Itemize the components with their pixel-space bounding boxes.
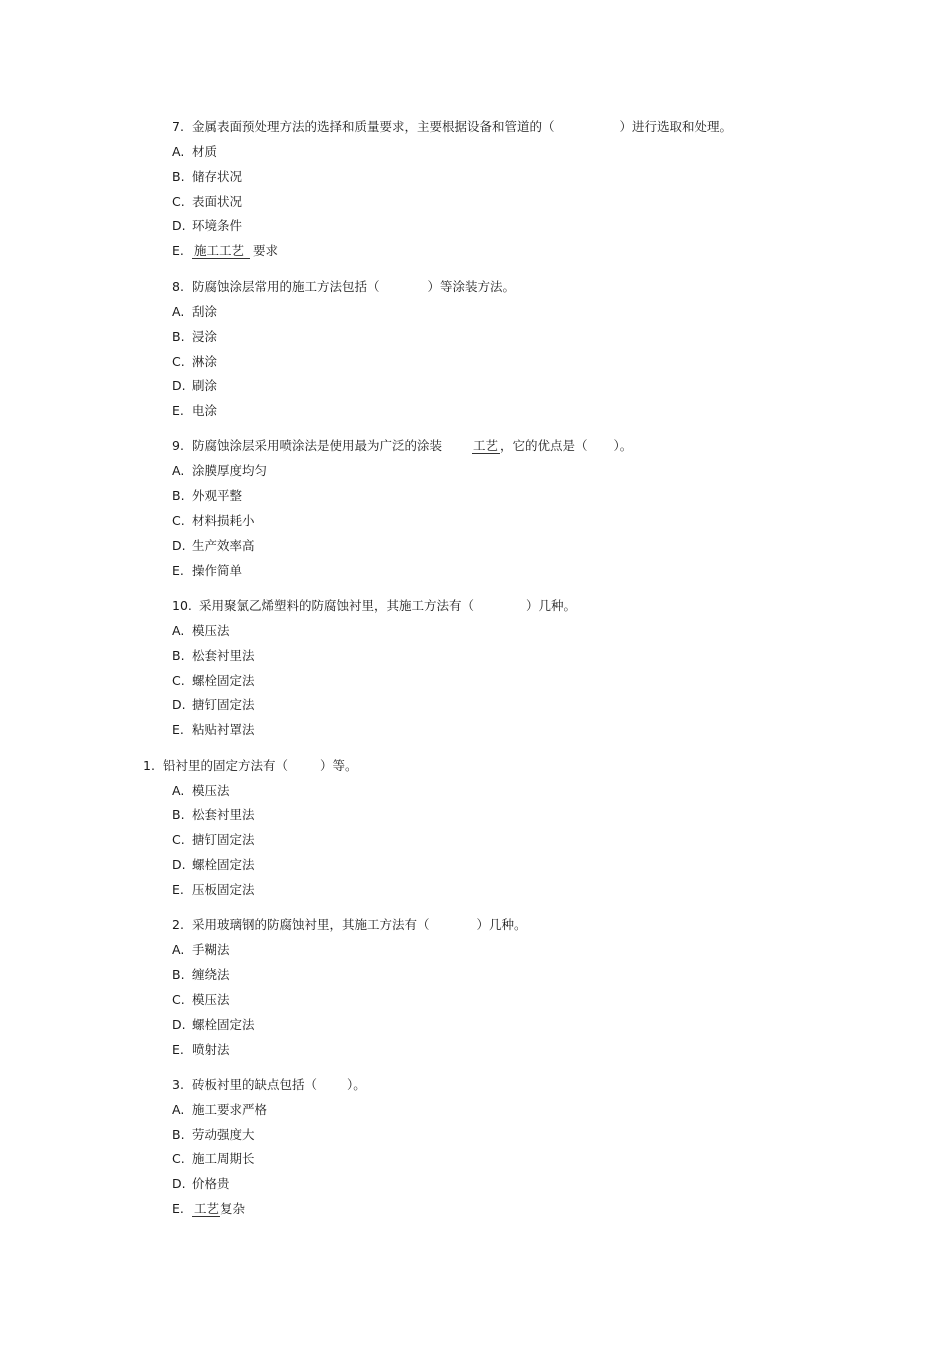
question-stem	[172, 278, 515, 296]
option-letter: C.	[172, 194, 185, 209]
option-letter: B.	[172, 488, 185, 503]
option-letter: B.	[172, 329, 185, 344]
option-e	[172, 402, 217, 420]
option-e	[172, 242, 278, 260]
option-a	[172, 1101, 267, 1119]
option-b	[172, 1126, 255, 1144]
option-a	[172, 622, 230, 640]
option-d	[172, 537, 255, 555]
option-text: 浸涂	[192, 329, 218, 344]
option-text: 外观平整	[192, 488, 243, 503]
option-letter: B.	[172, 169, 185, 184]
option-letter: C.	[172, 513, 185, 528]
question-number: 1.	[143, 758, 155, 773]
option-text: 涂膜厚度均匀	[192, 463, 268, 478]
option-letter: A.	[172, 623, 185, 638]
option-text: 淋涂	[192, 354, 218, 369]
option-letter: D.	[172, 378, 186, 393]
option-text: 压板固定法	[192, 882, 255, 897]
option-e	[172, 1041, 230, 1059]
option-text: 松套衬里法	[192, 807, 255, 822]
stem-text-mid: ，它的优点是（	[500, 438, 588, 453]
option-text: 刮涂	[192, 304, 218, 319]
option-text: 劳动强度大	[192, 1127, 255, 1142]
underlined-text: 工艺	[473, 438, 499, 453]
stem-text-end: ）。	[347, 1077, 366, 1092]
option-d	[172, 696, 255, 714]
underlined-text: 施工工艺	[192, 243, 250, 259]
option-c	[172, 193, 242, 211]
option-letter: C.	[172, 673, 185, 688]
stem-text: 铅衬里的固定方法有（	[163, 758, 289, 773]
option-c	[172, 831, 255, 849]
option-text: 电涂	[192, 403, 218, 418]
option-letter: B.	[172, 1127, 185, 1142]
option-c	[172, 991, 230, 1009]
option-letter: A.	[172, 942, 185, 957]
stem-text-end: ）等涂装方法。	[427, 279, 516, 294]
stem-text: 采用聚氯乙烯塑料的防腐蚀衬里，其施工方法有（	[199, 598, 475, 613]
option-e	[172, 562, 242, 580]
question-number: 10.	[172, 598, 192, 613]
stem-text-end: ）。	[613, 438, 633, 453]
option-letter: C.	[172, 354, 185, 369]
option-text: 搪钉固定法	[192, 697, 255, 712]
option-a	[172, 782, 230, 800]
stem-text-end: ）进行选取和处理。	[619, 119, 733, 134]
option-text: 复杂	[220, 1201, 246, 1216]
option-d	[172, 856, 255, 874]
option-letter: D.	[172, 697, 186, 712]
option-e	[172, 881, 255, 899]
option-text: 模压法	[192, 992, 230, 1007]
option-text: 螺栓固定法	[192, 857, 255, 872]
option-text: 操作简单	[192, 563, 243, 578]
question-number: 8.	[172, 279, 184, 294]
option-text: 粘贴衬罩法	[192, 722, 255, 737]
option-letter: E.	[172, 1042, 184, 1057]
option-text: 松套衬里法	[192, 648, 255, 663]
option-letter: C.	[172, 1151, 185, 1166]
option-letter: D.	[172, 218, 186, 233]
option-text: 材质	[192, 144, 218, 159]
option-c	[172, 512, 255, 530]
option-text: 要求	[253, 243, 279, 258]
question-number: 7.	[172, 119, 184, 134]
option-letter: C.	[172, 832, 185, 847]
option-text: 施工周期长	[192, 1151, 255, 1166]
stem-text: 砖板衬里的缺点包括（	[192, 1077, 318, 1092]
option-a	[172, 143, 217, 161]
option-text: 模压法	[192, 783, 230, 798]
option-text: 材料损耗小	[192, 513, 255, 528]
stem-text: 防腐蚀涂层常用的施工方法包括（	[192, 279, 380, 294]
question-stem	[172, 597, 576, 615]
option-letter: D.	[172, 857, 186, 872]
option-c	[172, 1150, 255, 1168]
option-letter: E.	[172, 403, 184, 418]
option-a	[172, 462, 267, 480]
option-c	[172, 353, 217, 371]
stem-text-end: ）等。	[320, 758, 358, 773]
option-text: 刷涂	[192, 378, 218, 393]
option-letter: B.	[172, 967, 185, 982]
option-text: 环境条件	[192, 218, 243, 233]
question-number: 9.	[172, 438, 184, 453]
option-letter: D.	[172, 1017, 186, 1032]
underlined-text: 工艺	[194, 1201, 220, 1216]
option-letter: D.	[172, 538, 186, 553]
option-text: 生产效率高	[192, 538, 255, 553]
stem-text-end: ）几种。	[476, 917, 527, 932]
option-a	[172, 303, 217, 321]
option-a	[172, 941, 230, 959]
option-letter: B.	[172, 807, 185, 822]
stem-text: 采用玻璃钢的防腐蚀衬里，其施工方法有（	[192, 917, 430, 932]
option-text: 储存状况	[192, 169, 243, 184]
option-e	[172, 1200, 245, 1218]
option-b	[172, 168, 242, 186]
option-text: 价格贵	[192, 1176, 230, 1191]
option-text: 模压法	[192, 623, 230, 638]
option-text: 喷射法	[192, 1042, 230, 1057]
option-letter: C.	[172, 992, 185, 1007]
option-text: 缠绕法	[192, 967, 230, 982]
option-letter: E.	[172, 563, 184, 578]
option-letter: A.	[172, 783, 185, 798]
option-b	[172, 966, 230, 984]
option-letter: E.	[172, 1201, 184, 1216]
option-d	[172, 377, 217, 395]
question-number: 3.	[172, 1077, 184, 1092]
option-letter: E.	[172, 243, 184, 258]
question-stem	[172, 1076, 366, 1094]
stem-text-end: ）几种。	[526, 598, 577, 613]
option-b	[172, 647, 255, 665]
option-text: 施工要求严格	[192, 1102, 268, 1117]
option-text: 搪钉固定法	[192, 832, 255, 847]
option-text: 螺栓固定法	[192, 1017, 255, 1032]
option-d	[172, 1016, 255, 1034]
option-letter: B.	[172, 648, 185, 663]
option-letter: D.	[172, 1176, 186, 1191]
stem-text: 防腐蚀涂层采用喷涂法是使用最为广泛的涂装	[192, 438, 443, 453]
question-stem	[172, 916, 527, 934]
option-b	[172, 806, 255, 824]
option-b	[172, 328, 217, 346]
question-stem	[143, 757, 358, 775]
question-stem	[172, 118, 732, 136]
option-letter: A.	[172, 144, 185, 159]
question-stem	[172, 437, 632, 455]
option-e	[172, 721, 255, 739]
question-number: 2.	[172, 917, 184, 932]
option-c	[172, 672, 255, 690]
option-d	[172, 217, 242, 235]
option-letter: A.	[172, 463, 185, 478]
option-letter: A.	[172, 304, 185, 319]
option-text: 表面状况	[192, 194, 243, 209]
option-letter: E.	[172, 882, 184, 897]
option-letter: E.	[172, 722, 184, 737]
option-letter: A.	[172, 1102, 185, 1117]
option-b	[172, 487, 242, 505]
option-text: 螺栓固定法	[192, 673, 255, 688]
stem-text: 金属表面预处理方法的选择和质量要求，主要根据设备和管道的（	[192, 119, 555, 134]
option-d	[172, 1175, 230, 1193]
option-text: 手糊法	[192, 942, 230, 957]
